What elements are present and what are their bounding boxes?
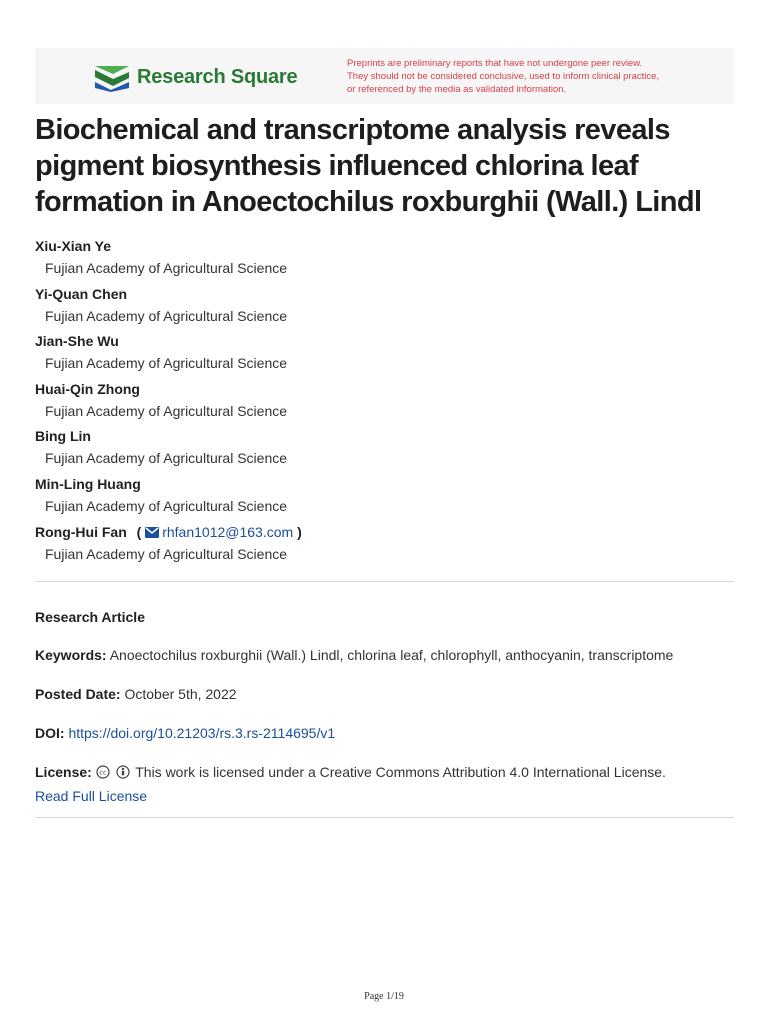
cc-icon <box>96 765 110 779</box>
mail-icon <box>145 527 159 538</box>
page-number: Page 1/19 <box>364 991 404 1002</box>
license-row <box>35 763 735 781</box>
doi-link[interactable]: https://doi.org/10.21203/rs.3.rs-2114695/v1 <box>68 725 336 741</box>
article-type-label: Research Article <box>35 609 145 625</box>
attribution-icon <box>116 765 130 779</box>
author-name: Xiu-Xian Ye <box>35 238 111 254</box>
keywords-row <box>35 646 735 664</box>
keywords-value: Anoectochilus roxburghii (Wall.) Lindl, chlorina leaf, chlorophyll, anthocyanin, transcriptome <box>109 647 674 663</box>
license-text: This work is licensed under a Creative Commons Attribution 4.0 International License. <box>135 764 666 780</box>
author-entry <box>35 380 735 428</box>
author-affiliation: Fujian Academy of Agricultural Science <box>45 545 288 562</box>
author-name: Yi-Quan Chen <box>35 285 128 302</box>
author-name: Bing Lin <box>35 428 91 445</box>
posted-date-label: Posted Date: <box>35 686 121 702</box>
article-type <box>35 608 735 626</box>
author-entry <box>35 523 735 571</box>
author-entry <box>35 285 735 333</box>
doi-label: DOI: <box>35 725 65 741</box>
author-list <box>35 237 735 570</box>
license-label: License: <box>35 764 92 780</box>
research-square-logo[interactable] <box>93 62 297 92</box>
author-name: Rong-Hui Fan <box>35 523 127 540</box>
author-affiliation: Fujian Academy of Agricultural Science <box>45 450 288 467</box>
brand-name: Research Square <box>137 65 298 88</box>
author-entry <box>35 237 735 285</box>
svg-text:cc: cc <box>99 768 107 777</box>
author-email: rhfan1012@163.com <box>162 523 294 540</box>
preprint-banner <box>35 48 734 104</box>
divider <box>35 817 734 818</box>
corresponding-author <box>35 523 735 541</box>
keywords-label: Keywords: <box>35 647 107 663</box>
paper-title: Biochemical and transcriptome analysis reveals pigment biosynthesis influenced chlorina leaf formation in Anoectochilus roxburghii (Wall.) Lindl <box>35 114 702 218</box>
author-affiliation: Fujian Academy of Agricultural Science <box>45 497 288 514</box>
author-entry <box>35 427 735 475</box>
posted-date-row <box>35 685 735 703</box>
email-open-paren: ( <box>136 523 142 540</box>
disclaimer-line: They should not be considered conclusive, used to inform clinical practice, <box>347 71 660 82</box>
author-entry <box>35 332 735 380</box>
author-affiliation: Fujian Academy of Agricultural Science <box>45 355 288 372</box>
author-email-link[interactable] <box>145 524 293 540</box>
author-affiliation: Fujian Academy of Agricultural Science <box>45 307 288 324</box>
doi-row <box>35 724 735 742</box>
read-license-row <box>35 787 735 805</box>
preprint-disclaimer <box>347 57 727 96</box>
research-square-logo-icon <box>93 62 131 92</box>
disclaimer-line: Preprints are preliminary reports that have not undergone peer review. <box>347 58 643 69</box>
author-affiliation: Fujian Academy of Agricultural Science <box>45 402 288 419</box>
email-close-paren: ) <box>297 523 302 540</box>
author-name: Min-Ling Huang <box>35 475 141 492</box>
posted-date-value: October 5th, 2022 <box>124 686 237 702</box>
disclaimer-line: or referenced by the media as validated information. <box>347 84 567 95</box>
divider <box>35 581 734 582</box>
author-entry <box>35 475 735 523</box>
author-affiliation: Fujian Academy of Agricultural Science <box>45 260 288 276</box>
author-name: Jian-She Wu <box>35 333 119 350</box>
read-full-license-link[interactable]: Read Full License <box>35 788 148 804</box>
author-name: Huai-Qin Zhong <box>35 380 140 397</box>
